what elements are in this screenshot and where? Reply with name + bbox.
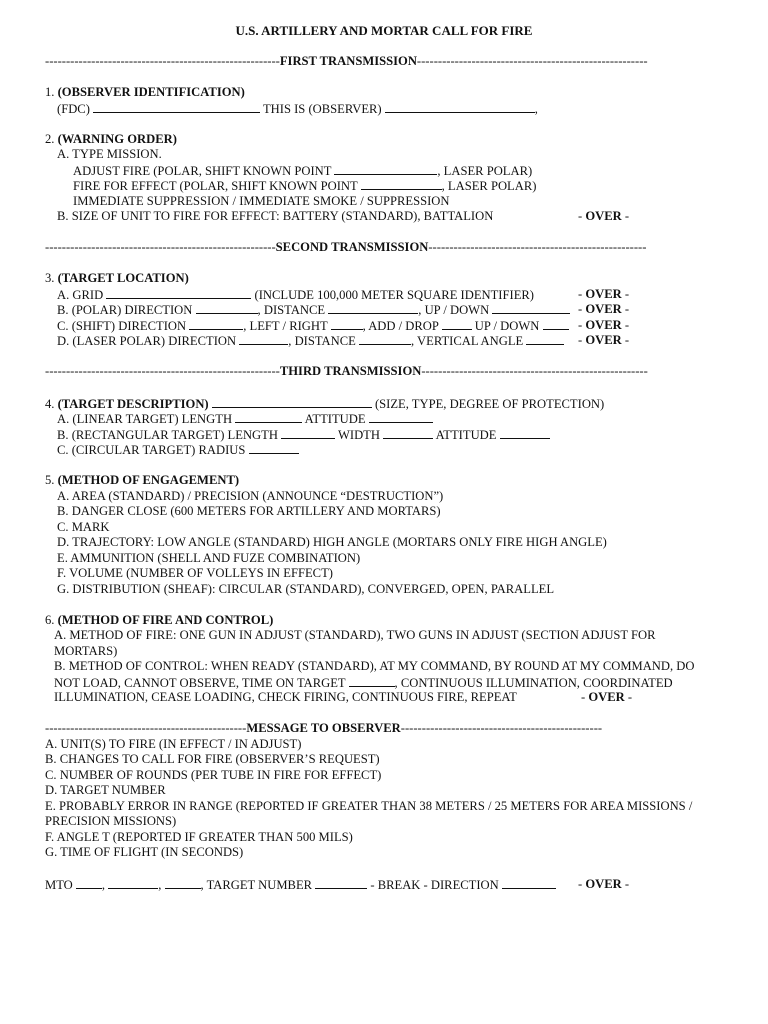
grid-blank[interactable] (106, 287, 251, 299)
ffe-blank[interactable] (361, 178, 442, 190)
laser-polar-line (57, 333, 564, 349)
mto-blank-3[interactable] (165, 877, 201, 889)
mto-final-line: MTO , , , TARGET NUMBER - BREAK - DIRECTION (45, 877, 556, 893)
section-heading: (METHOD OF FIRE AND CONTROL) (57, 613, 274, 627)
laser-direction-label: D. (LASER POLAR) DIRECTION (57, 334, 237, 348)
add-drop-label: , ADD / DROP (362, 319, 439, 333)
divider-third-transmission (45, 364, 648, 379)
section-method-of-engagement (45, 473, 239, 488)
adjust-fire-blank[interactable] (334, 163, 437, 175)
page-title: U.S. ARTILLERY AND MORTAR CALL FOR FIRE (235, 23, 533, 38)
list-item: PRECISION MISSIONS) (45, 814, 177, 828)
observer-identification-line (57, 101, 538, 117)
over-marker: - OVER - (578, 333, 630, 347)
target-description-note: (SIZE, TYPE, DEGREE OF PROTECTION) (374, 397, 605, 411)
method-of-control-line: B. METHOD OF CONTROL: WHEN READY (STANDARD), AT MY COMMAND, BY ROUND AT MY COMMAND, DO (54, 659, 695, 673)
divider-dashes: ------------------------------------------------------ (421, 364, 648, 378)
linear-target-line (57, 411, 433, 427)
list-item: F. VOLUME (NUMBER OF VOLLEYS IN EFFECT) (57, 566, 333, 580)
width-blank[interactable] (383, 427, 433, 439)
divider-dashes: -------------------------------------------------------- (45, 364, 280, 378)
section-warning-order (45, 132, 177, 147)
distance-blank[interactable] (359, 333, 411, 345)
divider-label: FIRST TRANSMISSION (279, 54, 417, 68)
over-marker: - OVER - (581, 690, 633, 704)
over-label: OVER (585, 877, 622, 891)
section-number: 6. (45, 613, 58, 627)
type-mission-line: A. TYPE MISSION. (57, 147, 162, 161)
grid-label: A. GRID (57, 288, 104, 302)
target-number-blank[interactable] (315, 877, 367, 889)
over-label: OVER (588, 690, 625, 704)
grid-note: (INCLUDE 100,000 METER SQUARE IDENTIFIER) (254, 288, 534, 302)
section-heading: (WARNING ORDER) (57, 132, 177, 146)
linear-length-label: A. (LINEAR TARGET) LENGTH (57, 412, 233, 426)
polar-direction-blank[interactable] (196, 302, 258, 314)
shift-direction-blank[interactable] (189, 318, 243, 330)
adjust-fire-text: ADJUST FIRE (POLAR, SHIFT KNOWN POINT (73, 164, 332, 178)
over-marker: - OVER - (578, 287, 630, 301)
list-item: B. CHANGES TO CALL FOR FIRE (OBSERVER’S REQUEST) (45, 752, 380, 766)
left-right-label: , LEFT / RIGHT (243, 319, 328, 333)
list-item: A. UNIT(S) TO FIRE (IN EFFECT / IN ADJUST) (45, 737, 302, 751)
distance-label: , DISTANCE (288, 334, 356, 348)
tot-blank[interactable] (349, 675, 395, 687)
fire-for-effect-line (73, 178, 536, 194)
list-item: C. MARK (57, 520, 110, 534)
over-marker: - OVER - (578, 318, 630, 332)
over-label: OVER (585, 287, 622, 301)
up-down-label: , UP / DOWN (418, 303, 490, 317)
rect-length-blank[interactable] (281, 427, 335, 439)
shift-direction-line (57, 318, 569, 334)
attitude-blank[interactable] (369, 411, 433, 423)
list-item: G. DISTRIBUTION (SHEAF): CIRCULAR (STANDARD), CONVERGED, OPEN, PARALLEL (57, 582, 555, 596)
rectangular-target-line (57, 427, 550, 443)
section-heading: (METHOD OF ENGAGEMENT) (57, 473, 240, 487)
target-number-label: , TARGET NUMBER (200, 878, 313, 892)
list-item: D. TRAJECTORY: LOW ANGLE (STANDARD) HIGH ANGLE (MORTARS ONLY FIRE HIGH ANGLE) (57, 535, 607, 549)
divider-dashes: ------------------------------------------------ (400, 721, 603, 735)
method-of-fire-line-2: MORTARS) (54, 644, 118, 658)
distance-label: , DISTANCE (257, 303, 326, 317)
list-item: B. DANGER CLOSE (600 METERS FOR ARTILLERY AND MORTARS) (57, 504, 441, 518)
section-heading: (OBSERVER IDENTIFICATION) (57, 85, 245, 99)
divider-second-transmission (45, 240, 646, 255)
divider-label: SECOND TRANSMISSION (275, 240, 429, 254)
over-marker: - OVER - (578, 302, 630, 316)
vertical-angle-label: , VERTICAL ANGLE (410, 334, 524, 348)
up-down-blank[interactable] (492, 302, 570, 314)
list-item: C. NUMBER OF ROUNDS (PER TUBE IN FIRE FOR EFFECT) (45, 768, 382, 782)
mto-label: MTO (45, 878, 73, 892)
section-number: 5. (45, 473, 58, 487)
direction-blank[interactable] (502, 877, 556, 889)
section-target-location (45, 271, 189, 286)
comma: , (534, 102, 538, 116)
list-item: E. AMMUNITION (SHELL AND FUZE COMBINATION) (57, 551, 361, 565)
width-label: WIDTH (338, 428, 380, 442)
divider-dashes: ------------------------------------------------------- (45, 240, 276, 254)
left-right-blank[interactable] (331, 318, 363, 330)
over-label: OVER (585, 333, 622, 347)
immediate-suppression-line: IMMEDIATE SUPPRESSION / IMMEDIATE SMOKE / SUPPRESSION (73, 194, 450, 208)
over-label: OVER (585, 209, 622, 223)
laser-polar-text: , LASER POLAR) (441, 179, 537, 193)
section-number: 4. (45, 397, 58, 411)
mto-blank-2[interactable] (108, 877, 158, 889)
illumination-label: , CONTINUOUS ILLUMINATION, COORDINATED (394, 676, 673, 690)
section-method-of-fire (45, 613, 273, 628)
up-down-blank[interactable] (543, 318, 569, 330)
attitude-blank[interactable] (500, 427, 550, 439)
divider-label: MESSAGE TO OBSERVER (246, 721, 401, 735)
this-is-label: THIS IS (OBSERVER) (262, 102, 382, 116)
fdc-blank[interactable] (93, 101, 260, 113)
divider-first-transmission (45, 54, 648, 69)
over-label: OVER (585, 302, 622, 316)
divider-dashes: -------------------------------------------------------- (45, 54, 280, 68)
polar-direction-label: B. (POLAR) DIRECTION (57, 303, 193, 317)
adjust-fire-line (73, 163, 532, 179)
vertical-angle-blank[interactable] (526, 333, 564, 345)
section-target-description (45, 396, 604, 412)
section-heading: (TARGET LOCATION) (57, 271, 189, 285)
tot-label: NOT LOAD, CANNOT OBSERVE, TIME ON TARGET (54, 676, 346, 690)
over-marker: - OVER - (578, 209, 630, 223)
list-item: D. TARGET NUMBER (45, 783, 166, 797)
linear-length-blank[interactable] (235, 411, 302, 423)
divider-dashes: ------------------------------------------------ (45, 721, 247, 735)
section-number: 2. (45, 132, 58, 146)
list-item: E. PROBABLY ERROR IN RANGE (REPORTED IF GREATER THAN 38 METERS / 25 METERS FOR AREA MISSIONS / (45, 799, 693, 813)
section-number: 1. (45, 85, 58, 99)
section-observer-identification (45, 85, 245, 100)
size-of-unit-line: B. SIZE OF UNIT TO FIRE FOR EFFECT: BATTERY (STANDARD), BATTALION (57, 209, 494, 223)
ffe-text: FIRE FOR EFFECT (POLAR, SHIFT KNOWN POINT (73, 179, 358, 193)
add-drop-blank[interactable] (442, 318, 472, 330)
target-description-blank[interactable] (212, 396, 372, 408)
list-item: G. TIME OF FLIGHT (IN SECONDS) (45, 845, 244, 859)
method-of-fire-line: A. METHOD OF FIRE: ONE GUN IN ADJUST (STANDARD), TWO GUNS IN ADJUST (SECTION ADJUST FOR (54, 628, 656, 642)
divider-message-to-observer (45, 721, 602, 736)
grid-line (57, 287, 534, 303)
up-down-label: UP / DOWN (474, 319, 540, 333)
list-item: A. AREA (STANDARD) / PRECISION (ANNOUNCE “DESTRUCTION”) (57, 489, 444, 503)
method-of-control-line-2 (54, 675, 673, 691)
over-marker: - OVER - (578, 877, 630, 891)
observer-blank[interactable] (385, 101, 535, 113)
attitude-label: ATTITUDE (304, 412, 366, 426)
divider-label: THIRD TRANSMISSION (279, 364, 422, 378)
shift-direction-label: C. (SHIFT) DIRECTION (57, 319, 187, 333)
break-direction-label: - BREAK - DIRECTION (370, 878, 499, 892)
method-of-control-line-3: ILLUMINATION, CEASE LOADING, CHECK FIRING, CONTINUOUS FIRE, REPEAT (54, 690, 517, 704)
radius-label: C. (CIRCULAR TARGET) RADIUS (57, 443, 246, 457)
laser-direction-blank[interactable] (239, 333, 288, 345)
laser-polar-text: , LASER POLAR) (437, 164, 533, 178)
mto-blank-1[interactable] (76, 877, 102, 889)
list-item: F. ANGLE T (REPORTED IF GREATER THAN 500 MILS) (45, 830, 353, 844)
attitude-label: ATTITUDE (435, 428, 497, 442)
fdc-label: (FDC) (57, 102, 90, 116)
section-heading: (TARGET DESCRIPTION) (57, 397, 209, 411)
divider-dashes: ---------------------------------------------------- (428, 240, 647, 254)
distance-blank[interactable] (328, 302, 418, 314)
divider-dashes: ------------------------------------------------------- (416, 54, 648, 68)
over-label: OVER (585, 318, 622, 332)
rect-length-label: B. (RECTANGULAR TARGET) LENGTH (57, 428, 278, 442)
radius-blank[interactable] (249, 442, 299, 454)
circular-target-line (57, 442, 299, 458)
polar-direction-line (57, 302, 570, 318)
section-number: 3. (45, 271, 58, 285)
